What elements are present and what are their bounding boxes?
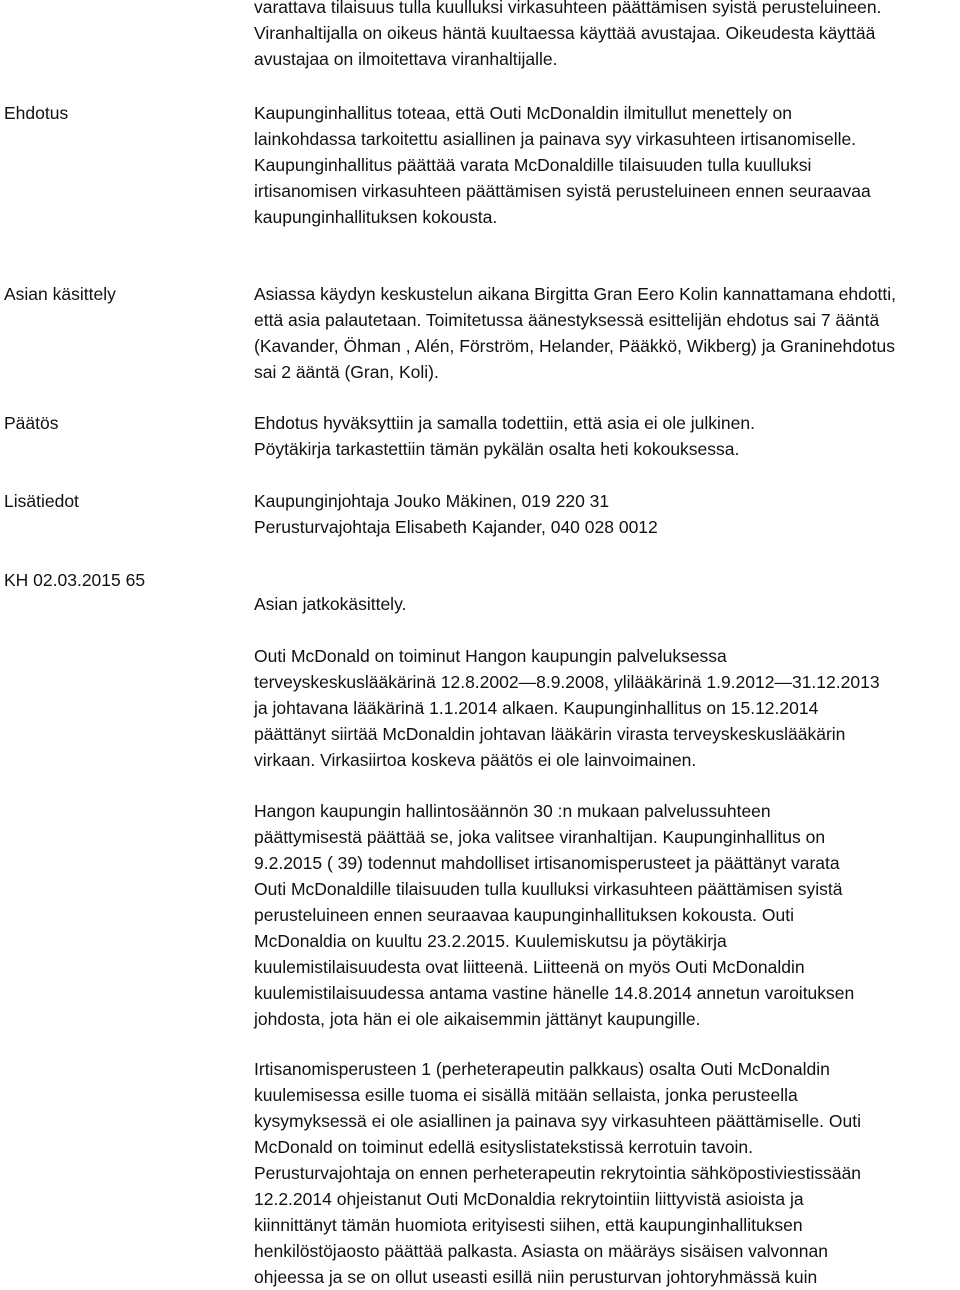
paatos-text — [254, 410, 954, 462]
kh-paragraph-3 — [254, 1056, 954, 1290]
text-line: avustajaa on ilmoitettava viranhaltijalle. — [254, 49, 558, 69]
text-line: kaupunginhallituksen kokousta. — [254, 207, 498, 227]
text-line: terveyskeskuslääkärinä 12.8.2002—8.9.2008, ylilääkärinä 1.9.2012—31.12.2013 — [254, 672, 880, 692]
text-line: päättymisestä päättää se, joka valitsee viranhaltijan. Kaupunginhallitus on — [254, 827, 826, 847]
text-line: kuulemisessa esille tuoma ei sisällä mitään sellaista, jonka perusteella — [254, 1085, 798, 1105]
text-line: Viranhaltijalla on oikeus häntä kuultaessa käyttää avustajaa. Oikeudesta käyttää — [254, 23, 876, 43]
text-line: sai 2 ääntä (Gran, Koli). — [254, 362, 439, 382]
text-line: Outi McDonaldille tilaisuuden tulla kuulluksi virkasuhteen päättämisen syistä — [254, 879, 843, 899]
paatos-label: Päätös — [4, 413, 59, 433]
text-line: päättänyt siirtää McDonaldin johtavan lääkärin virasta terveyskeskuslääkärin — [254, 724, 846, 744]
section-heading: Asian jatkokäsittely. — [254, 594, 407, 614]
lisatiedot-text — [254, 488, 954, 540]
text-line: kysymyksessä ei ole asiallinen ja painava syy virkasuhteen päättämiselle. Outi — [254, 1111, 861, 1131]
top-continuation — [254, 0, 954, 72]
text-line: McDonaldia on kuultu 23.2.2015. Kuulemiskutsu ja pöytäkirja — [254, 931, 727, 951]
ehdotus-label: Ehdotus — [4, 103, 69, 123]
text-line: lainkohdassa tarkoitettu asiallinen ja painava syy virkasuhteen irtisanomiselle. — [254, 129, 857, 149]
text-line: Outi McDonald on toiminut Hangon kaupungin palveluksessa — [254, 646, 727, 666]
text-line: johdosta, jota hän ei ole aikaisemmin jättänyt kaupungille. — [254, 1009, 701, 1029]
kh-heading — [254, 591, 954, 617]
lisatiedot-label: Lisätiedot — [4, 491, 79, 511]
text-line: (Kavander, Öhman , Alén, Förström, Helander, Pääkkö, Wikberg) ja Graninehdotus — [254, 336, 896, 356]
text-line: 12.2.2014 ohjeistanut Outi McDonaldia rekrytointiin liittyvistä asioista ja — [254, 1189, 804, 1209]
text-line: irtisanomisen virkasuhteen päättämisen syistä perusteluineen ennen seuraavaa — [254, 181, 871, 201]
text-line: Asiassa käydyn keskustelun aikana Birgitta Gran Eero Kolin kannattamana ehdotti, — [254, 284, 897, 304]
text-line: kuulemistilaisuudessa antama vastine hänelle 14.8.2014 annetun varoituksen — [254, 983, 855, 1003]
text-line: Pöytäkirja tarkastettiin tämän pykälän osalta heti kokouksessa. — [254, 439, 740, 459]
text-line: Kaupunginhallitus päättää varata McDonaldille tilaisuuden tulla kuulluksi — [254, 155, 812, 175]
kh-meeting-label: KH 02.03.2015 65 — [4, 570, 146, 590]
text-line: 9.2.2015 ( 39) todennut mahdolliset irtisanomisperusteet ja päättänyt varata — [254, 853, 840, 873]
text-line: Perusturvajohtaja on ennen perheterapeutin rekrytointia sähköpostiviestissään — [254, 1163, 862, 1183]
text-line: ja johtavana lääkärinä 1.1.2014 alkaen. Kaupunginhallitus on 15.12.2014 — [254, 698, 819, 718]
text-line: perusteluineen ennen seuraavaa kaupunginhallituksen kokousta. Outi — [254, 905, 794, 925]
text-line: varattava tilaisuus tulla kuulluksi virkasuhteen päättämisen syistä perusteluineen. — [254, 0, 882, 17]
kh-paragraph-1 — [254, 643, 954, 773]
text-line: Kaupunginhallitus toteaa, että Outi McDonaldin ilmitullut menettely on — [254, 103, 792, 123]
text-line: kiinnittänyt tämän huomiota erityisesti siihen, että kaupunginhallituksen — [254, 1215, 803, 1235]
asian-kasittely-label: Asian käsittely — [4, 284, 116, 304]
text-line: ohjeessa ja se on ollut useasti esillä niin perusturvan johtoryhmässä kuin — [254, 1267, 818, 1287]
text-line: että asia palautetaan. Toimitetussa äänestyksessä esittelijän ehdotus sai 7 ääntä — [254, 310, 880, 330]
text-line: Kaupunginjohtaja Jouko Mäkinen, 019 220 31 — [254, 491, 610, 511]
text-line: virkaan. Virkasiirtoa koskeva päätös ei ole lainvoimainen. — [254, 750, 697, 770]
text-line: Perusturvajohtaja Elisabeth Kajander, 040 028 0012 — [254, 517, 658, 537]
kh-paragraph-2 — [254, 798, 954, 1032]
text-line: Ehdotus hyväksyttiin ja samalla todettiin, että asia ei ole julkinen. — [254, 413, 755, 433]
text-line: McDonald on toiminut edellä esityslistatekstissä kerrotuin tavoin. — [254, 1137, 753, 1157]
text-line: kuulemistilaisuudesta ovat liitteenä. Liitteenä on myös Outi McDonaldin — [254, 957, 805, 977]
text-line: henkilöstöjaosto päättää palkasta. Asiasta on määräys sisäisen valvonnan — [254, 1241, 828, 1261]
asian-kasittely-text — [254, 281, 954, 385]
ehdotus-text — [254, 100, 954, 230]
text-line: Irtisanomisperusteen 1 (perheterapeutin palkkaus) osalta Outi McDonaldin — [254, 1059, 830, 1079]
text-line: Hangon kaupungin hallintosäännön 30 :n mukaan palvelussuhteen — [254, 801, 771, 821]
